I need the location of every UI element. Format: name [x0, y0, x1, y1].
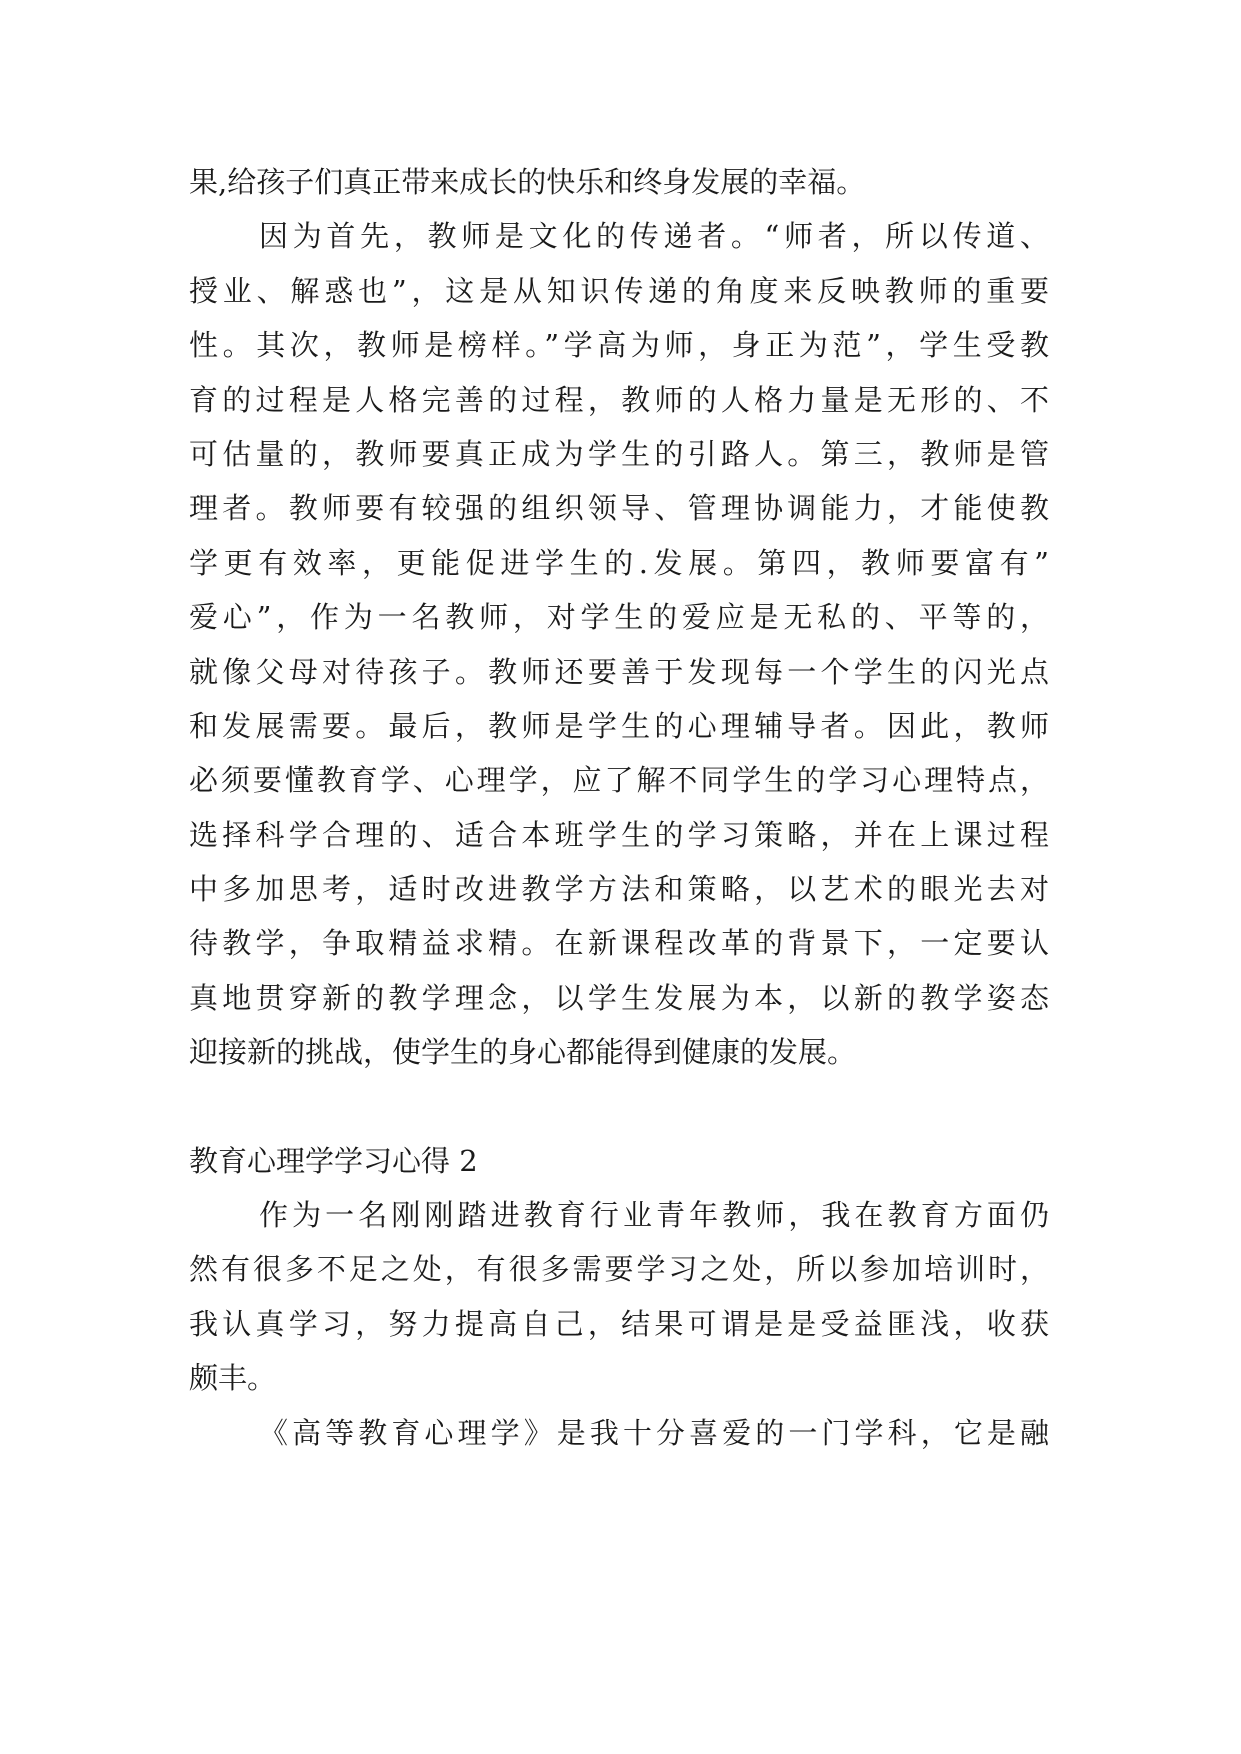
document-body: [189, 155, 1049, 1460]
paragraph-new-teacher: [189, 1188, 1049, 1406]
text-line: 待教学，争取精益求精。在新课程改革的背景下，一定要认: [189, 926, 1049, 961]
paragraph-teacher-roles: [189, 209, 1049, 1079]
text-line: 真地贯穿新的教学理念，以学生发展为本，以新的教学姿态: [189, 980, 1049, 1015]
text-line: 就像父母对待孩子。教师还要善于发现每一个学生的闪光点: [189, 654, 1049, 689]
text-line: 选择科学合理的、适合本班学生的学习策略，并在上课过程: [189, 817, 1049, 852]
paragraph-continued: [189, 155, 1049, 209]
text-line: 作为一名刚刚踏进教育行业青年教师，我在教育方面仍: [259, 1198, 1049, 1233]
text-line: 因为首先，教师是文化的传递者。“师者，所以传道、: [259, 219, 1049, 254]
text-line: 学更有效率，更能促进学生的.发展。第四，教师要富有”: [189, 545, 1049, 580]
text-line: 授业、解惑也”，这是从知识传递的角度来反映教师的重要: [189, 273, 1049, 308]
text-line: 爱心”，作为一名教师，对学生的爱应是无私的、平等的，: [189, 600, 1049, 635]
text-line: 中多加思考，适时改进教学方法和策略，以艺术的眼光去对: [189, 872, 1049, 907]
text-line: 理者。教师要有较强的组织领导、管理协调能力，才能使教: [189, 491, 1049, 526]
section-heading: 教育心理学学习心得 2: [189, 1143, 478, 1178]
text-line: 果,给孩子们真正带来成长的快乐和终身发展的幸福。: [189, 165, 866, 199]
text-line: 性。其次，教师是榜样。”学高为师，身正为范”，学生受教: [189, 328, 1049, 363]
text-line: 育的过程是人格完善的过程，教师的人格力量是无形的、不: [189, 382, 1049, 417]
text-line: 然有很多不足之处，有很多需要学习之处，所以参加培训时，: [189, 1252, 1049, 1287]
text-line: 可估量的，教师要真正成为学生的引路人。第三，教师是管: [189, 436, 1049, 471]
paragraph-psychology-course: [189, 1406, 1049, 1460]
text-line: 迎接新的挑战，使学生的身心都能得到健康的发展。: [189, 1035, 857, 1070]
text-line: 我认真学习，努力提高自己，结果可谓是是受益匪浅，收获: [189, 1306, 1049, 1341]
text-line: 必须要懂教育学、心理学，应了解不同学生的学习心理特点，: [189, 763, 1049, 798]
text-line: 和发展需要。最后，教师是学生的心理辅导者。因此，教师: [189, 708, 1049, 743]
text-line: 颇丰。: [189, 1361, 277, 1396]
text-line: 《高等教育心理学》是我十分喜爱的一门学科，它是融: [259, 1415, 1049, 1450]
section-spacer: [189, 1080, 1049, 1134]
